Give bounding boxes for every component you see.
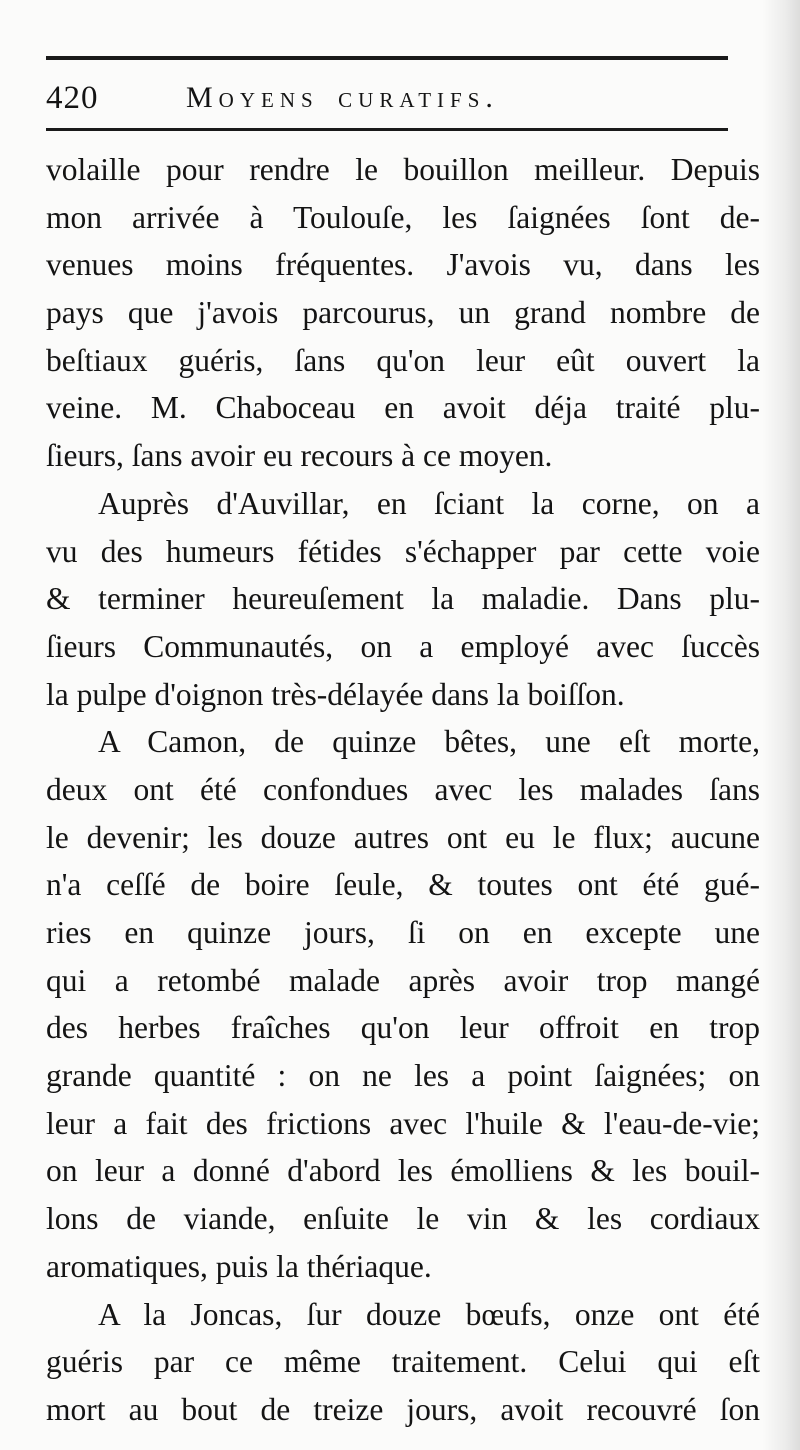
- text-line: mort au bout de treize jours, avoit recouvré ſon: [46, 1391, 760, 1427]
- text-line: vu des humeurs fétides s'échapper par cette voie: [46, 533, 760, 569]
- text-line: veine. M. Chaboceau en avoit déja traité plu-: [46, 390, 760, 426]
- text-line: des herbes fraîches qu'on leur offroit en trop: [46, 1010, 760, 1046]
- text-line: & terminer heureuſement la maladie. Dans plu-: [46, 581, 760, 617]
- text-line: A la Joncas, ſur douze bœufs, onze ont été: [98, 1296, 760, 1332]
- text-line: lons de viande, enſuite le vin & les cordiaux: [46, 1201, 760, 1237]
- text-line: ries en quinze jours, ſi on en excepte une: [46, 915, 760, 950]
- text-line: grande quantité : on ne les a point ſaignées; on: [46, 1058, 760, 1094]
- header-rule-top: [46, 56, 728, 60]
- text-line: le devenir; les douze autres ont eu le flux; aucune: [46, 819, 760, 855]
- header-rule-bottom: [46, 128, 728, 131]
- text-line: A Camon, de quinze bêtes, une eſt morte,: [98, 724, 760, 760]
- page-edge-shadow: [762, 0, 800, 1450]
- text-line: Auprès d'Auvillar, en ſciant la corne, on a: [98, 485, 760, 521]
- running-header: [46, 76, 728, 120]
- body-text: [46, 146, 760, 1434]
- text-line: ſieurs Communautés, on a employé avec ſuccès: [46, 628, 760, 664]
- text-line: volaille pour rendre le bouillon meilleur. Depuis: [46, 152, 760, 187]
- page-number: 420: [46, 80, 99, 116]
- text-line: n'a ceſſé de boire ſeule, & toutes ont été gué-: [46, 867, 760, 903]
- running-title: Moyens curatifs.: [186, 81, 499, 114]
- text-line: aromatiques, puis la thériaque.: [46, 1248, 432, 1284]
- text-line: mon arrivée à Toulouſe, les ſaignées ſont de-: [46, 199, 760, 235]
- text-line: la pulpe d'oignon très-délayée dans la boiſſon.: [46, 676, 625, 712]
- text-line: guéris par ce même traitement. Celui qui eſt: [46, 1344, 760, 1380]
- text-line: ſieurs, ſans avoir eu recours à ce moyen.: [46, 438, 553, 474]
- text-line: beſtiaux guéris, ſans qu'on leur eût ouvert la: [46, 342, 760, 378]
- text-line: pays que j'avois parcourus, un grand nombre de: [46, 295, 760, 331]
- text-line: leur a fait des frictions avec l'huile & l'eau-de-vie;: [46, 1105, 760, 1141]
- text-line: deux ont été confondues avec les malades ſans: [46, 771, 760, 807]
- text-line: qui a retombé malade après avoir trop mangé: [46, 962, 760, 998]
- text-line: on leur a donné d'abord les émolliens & les bouil-: [46, 1153, 760, 1189]
- text-line: venues moins fréquentes. J'avois vu, dans les: [46, 247, 760, 283]
